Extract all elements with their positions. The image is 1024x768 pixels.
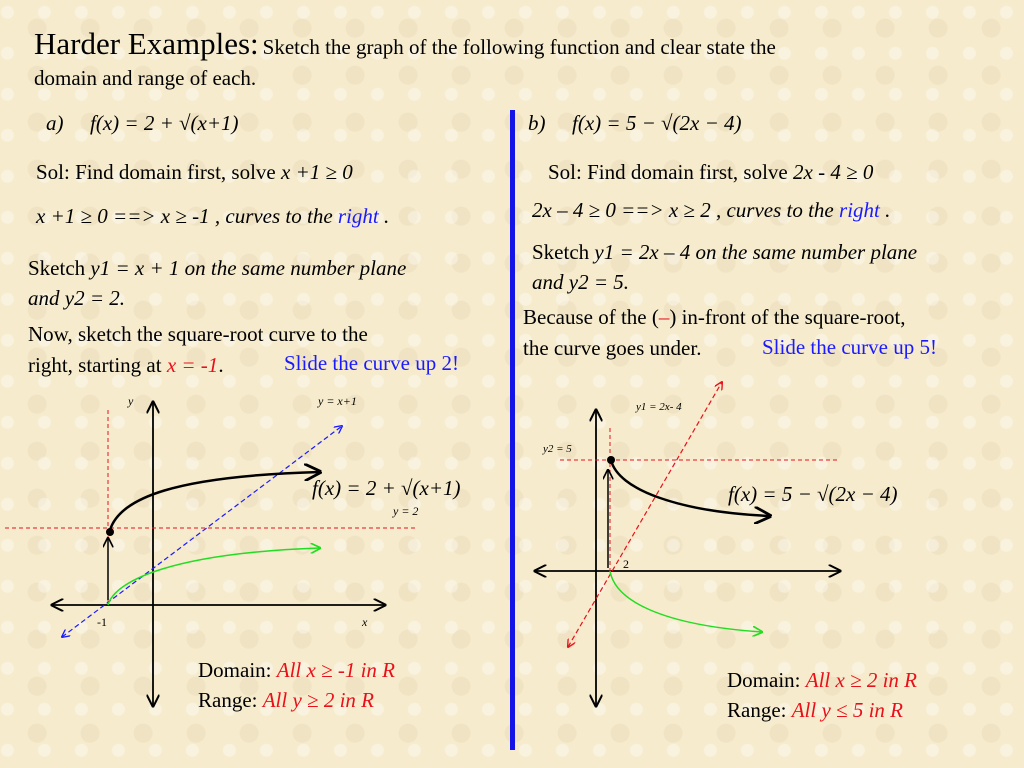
right-range-label: Range: — [727, 698, 792, 722]
left-graph-label-y2: y = 2 — [393, 504, 419, 518]
right-green-curve — [610, 571, 762, 632]
right-start-point — [607, 456, 615, 464]
left-domain-value: All x ≥ -1 in R — [276, 658, 395, 682]
right-formula: f(x) = 5 − √(2x − 4) — [572, 111, 742, 135]
left-graph-label-x: x — [362, 615, 368, 629]
left-domain-label: Domain: — [198, 658, 277, 682]
left-graph-formula: f(x) = 2 + √(x+1) — [312, 476, 461, 500]
left-sketch-line1: y1 = x + 1 on the same number plane — [90, 256, 407, 280]
right-sketch-line1: y1 = 2x – 4 on the same number plane — [594, 240, 918, 264]
left-sketch-prefix: Sketch — [28, 256, 91, 280]
left-now-1: Now, sketch the square-root curve to the — [28, 322, 368, 346]
right-range-value: All y ≤ 5 in R — [791, 698, 903, 722]
right-label: b) — [528, 111, 546, 135]
left-range-value: All y ≥ 2 in R — [262, 688, 374, 712]
right-sol-prefix: Sol: Find domain first, solve — [548, 160, 794, 184]
right-domain-label: Domain: — [727, 668, 806, 692]
right-because-minus: – — [658, 305, 670, 329]
left-now-val: x = -1 — [166, 353, 219, 377]
left-step-end: . — [378, 204, 390, 228]
left-now-prefix: right, starting at — [28, 353, 167, 377]
left-graph-label-neg1: -1 — [97, 615, 107, 629]
right-graph-label-2: 2 — [623, 557, 629, 571]
right-range — [727, 698, 903, 723]
right-sol-expr: 2x - 4 ≥ 0 — [793, 160, 874, 184]
right-domain-value: All x ≥ 2 in R — [805, 668, 918, 692]
title-line2: domain and range of each. — [34, 66, 257, 90]
left-now-end: . — [218, 353, 224, 377]
right-because-a: Because of the ( — [523, 305, 659, 329]
right-domain — [727, 668, 917, 693]
right-step-end: . — [879, 198, 891, 222]
left-range-label: Range: — [198, 688, 263, 712]
title-main: Harder Examples: — [34, 26, 259, 61]
right-because-b: ) in-front of the square-root, — [669, 305, 906, 329]
right-step-right: right — [839, 198, 880, 222]
right-step-expr: 2x – 4 ≥ 0 ==> x ≥ 2 , curves to the — [532, 198, 840, 222]
left-graph-label-y: y — [128, 394, 134, 408]
right-graph-label-y2: y2 = 5 — [543, 443, 572, 455]
right-slide: Slide the curve up 5! — [762, 335, 937, 359]
right-sketch-prefix: Sketch — [532, 240, 595, 264]
left-label: a) — [46, 111, 64, 135]
title-rest: Sketch the graph of the following function and clear state the — [262, 35, 776, 59]
left-sol-prefix: Sol: Find domain first, solve — [36, 160, 282, 184]
right-sketch-2: and y2 = 5. — [532, 270, 629, 294]
left-step-right: right — [337, 204, 379, 228]
left-step-expr: x +1 ≥ 0 ==> x ≥ -1 , curves to the — [36, 204, 338, 228]
right-graph-label-line: y1 = 2x- 4 — [636, 401, 682, 413]
left-graph-label-line: y = x+1 — [318, 394, 357, 408]
right-because-2: the curve goes under. — [523, 336, 702, 360]
left-slide: Slide the curve up 2! — [284, 351, 459, 375]
left-formula: f(x) = 2 + √(x+1) — [90, 111, 239, 135]
left-sketch-2: and y2 = 2. — [28, 286, 125, 310]
right-graph-formula: f(x) = 5 − √(2x − 4) — [728, 482, 898, 506]
left-sol-expr: x +1 ≥ 0 — [281, 160, 353, 184]
